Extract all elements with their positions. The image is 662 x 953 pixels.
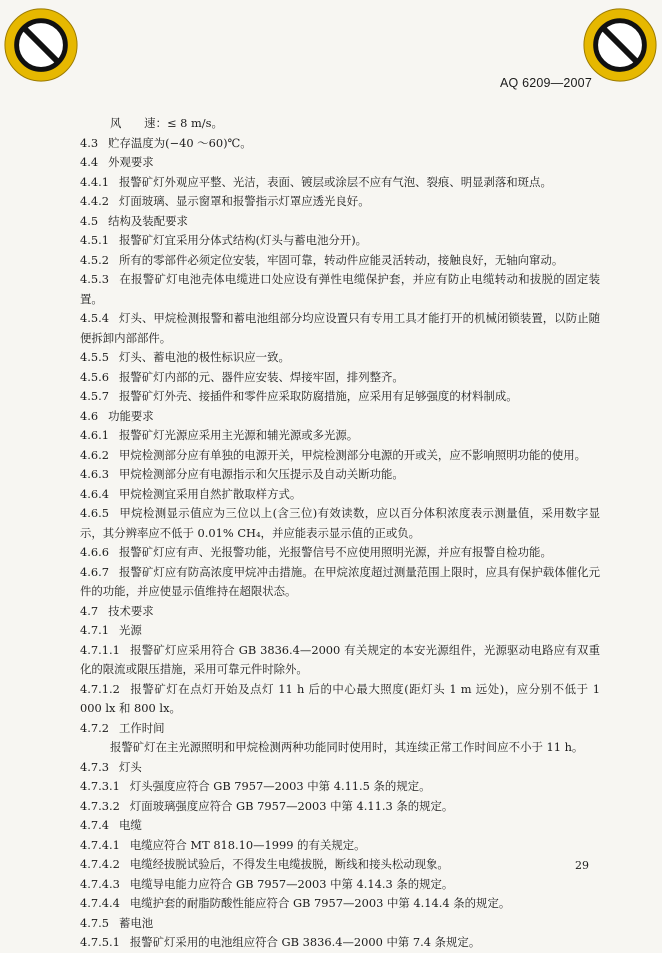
clause-4-4-2 [80, 192, 600, 212]
clause-number: 4.7.1.2 [80, 681, 120, 696]
clause-4-3 [80, 134, 600, 154]
text-line [80, 114, 600, 134]
clause-text: 电缆经拔脱试验后，不得发生电缆拔脱，断线和接头松动现象。 [129, 857, 449, 871]
clause-text: 报警矿灯在主光源照明和甲烷检测两种功能同时使用时，其连续正常工作时间应不小于 11 h。 [110, 740, 584, 754]
clause-text: 甲烷检测宜采用自然扩散取样方式。 [118, 486, 302, 501]
clause-text: 灯面玻璃强度应符合 GB 7957—2003 中第 4.11.3 条的规定。 [129, 798, 454, 813]
clause-text: 风 速：≤ 8 m/s。 [110, 116, 223, 130]
clause-4-7-1-2 [80, 680, 600, 719]
clause-text: 电缆应符合 MT 818.10—1999 的有关规定。 [129, 837, 366, 852]
clause-number: 4.7.4 [80, 818, 109, 832]
clause-text: 报警矿灯采用的电池组应符合 GB 3836.4—2000 中第 7.4 条规定。 [129, 935, 481, 949]
clause-number: 4.5.1 [80, 233, 109, 247]
clause-4-5-2 [80, 251, 600, 271]
clause-4-7-4-1 [80, 836, 600, 856]
clause-text: 蓄电池 [118, 915, 154, 930]
clause-4-7-4-3 [80, 875, 600, 895]
clause-4-5-5 [80, 348, 600, 368]
page-number: 29 [575, 859, 589, 872]
clause-4-7-4 [80, 816, 600, 836]
clause-text: 工作时间 [118, 720, 165, 735]
clause-number: 4.7.2 [80, 720, 109, 735]
clause-4-7-5 [80, 914, 600, 934]
clause-number: 4.7.3 [80, 759, 109, 774]
clause-number: 4.6.4 [80, 486, 109, 501]
clause-4-7-4-2 [80, 855, 600, 875]
text-line [80, 738, 600, 758]
clause-number: 4.5.7 [80, 389, 109, 403]
clause-number: 4.5.6 [80, 369, 109, 384]
clause-4-7-3-2 [80, 797, 600, 817]
clause-number: 4.5.4 [80, 311, 109, 325]
clause-text: 报警矿灯光源应采用主光源和辅光源或多光源。 [118, 428, 359, 442]
pdf-xchange-badge-icon[interactable] [581, 6, 659, 84]
clause-4-7 [80, 602, 600, 622]
clause-4-6-6 [80, 543, 600, 563]
clause-4-7-3 [80, 758, 600, 778]
clause-number: 4.7.4.1 [80, 837, 120, 852]
clause-text: 灯面玻璃、显示窗罩和报警指示灯罩应透光良好。 [118, 194, 370, 208]
clause-text: 报警矿灯外壳、接插件和零件应采取防腐措施，应采用有足够强度的材料制成。 [118, 389, 518, 403]
clause-number: 4.7.3.2 [80, 798, 120, 813]
clause-4-5-1 [80, 231, 600, 251]
clause-text: 技术要求 [108, 603, 154, 618]
clause-number: 4.6 [80, 408, 99, 423]
clause-text: 报警矿灯应采用符合 GB 3836.4—2000 有关规定的本安光源组件，光源驱动电路应有双重化的限流或限压措施，采用可靠元件时除外。 [80, 642, 600, 676]
clause-4-4-1 [80, 173, 600, 193]
clause-number: 4.7 [80, 603, 99, 618]
clause-text: 电缆护套的耐脂防酸性能应符合 GB 7957—2003 中第 4.14.4 条的规定。 [129, 896, 511, 910]
clause-number: 4.5 [80, 213, 99, 228]
clause-number: 4.3 [80, 135, 99, 150]
clause-text: 报警矿灯内部的元、器件应安装、焊接牢固，排列整齐。 [118, 369, 404, 384]
clause-text: 报警矿灯应有防高浓度甲烷冲击措施。在甲烷浓度超过测量范围上限时，应具有保护载体催化元件的功能，并应使显示值维持在超限状态。 [80, 564, 600, 598]
clause-number: 4.6.7 [80, 564, 109, 579]
clause-4-4 [80, 153, 600, 173]
clause-4-6-2 [80, 446, 600, 466]
clause-number: 4.6.5 [80, 506, 109, 520]
clause-4-6-7 [80, 563, 600, 602]
clause-number: 4.4.2 [80, 194, 109, 208]
clause-number: 4.6.2 [80, 447, 109, 462]
clause-text: 报警矿灯在点灯开始及点灯 11 h 后的中心最大照度(距灯头 1 m 远处)，应分别不低于 1 000 lx 和 800 lx。 [80, 681, 600, 715]
clause-text: 甲烷检测部分应有单独的电源开关，甲烷检测部分电源的开或关，应不影响照明功能的使用。 [118, 447, 587, 462]
clause-number: 4.7.3.1 [80, 779, 120, 793]
clause-text: 外观要求 [108, 155, 154, 169]
clause-4-5 [80, 212, 600, 232]
clause-4-6-5 [80, 504, 600, 543]
clause-text: 甲烷检测显示值应为三位以上(含三位)有效读数，应以百分体积浓度表示测量值，采用数字显示，其分辨率应不低于 0.01% CH₄，并应能表示显示值的正或负。 [80, 506, 600, 540]
clause-4-6-3 [80, 465, 600, 485]
clause-number: 4.7.1.1 [80, 642, 120, 657]
clause-number: 4.7.5.1 [80, 935, 120, 949]
standard-number: AQ 6209—2007 [499, 76, 592, 90]
clause-text: 报警矿灯宜采用分体式结构(灯头与蓄电池分开)。 [118, 233, 368, 247]
clause-4-5-4 [80, 309, 600, 348]
clause-number: 4.6.1 [80, 428, 109, 442]
clause-text: 结构及装配要求 [108, 213, 188, 228]
pdf-xchange-badge-icon[interactable] [2, 6, 80, 84]
clause-4-6-4 [80, 485, 600, 505]
clause-number: 4.5.3 [80, 272, 109, 286]
clause-number: 4.7.1 [80, 623, 109, 637]
clause-text: 灯头 [118, 759, 142, 774]
clause-text: 在报警矿灯电池壳体电缆进口处应设有弹性电缆保护套，并应有防止电缆转动和拔脱的固定装置。 [80, 272, 600, 306]
clause-number: 4.7.4.2 [80, 857, 120, 871]
clause-number: 4.7.4.4 [80, 896, 120, 910]
clause-text: 灯头、蓄电池的极性标识应一致。 [118, 350, 290, 364]
clause-4-7-2 [80, 719, 600, 739]
clause-number: 4.6.3 [80, 467, 109, 481]
clause-number: 4.5.5 [80, 350, 109, 364]
clause-number: 4.7.4.3 [80, 876, 120, 891]
clause-text: 灯头、甲烷检测报警和蓄电池组部分均应设置只有专用工具才能打开的机械闭锁装置，以防止随便拆卸内部部件。 [80, 311, 600, 345]
clause-number: 4.4.1 [80, 174, 109, 189]
clause-4-7-1 [80, 621, 600, 641]
clause-number: 4.5.2 [80, 252, 109, 267]
clause-4-5-3 [80, 270, 600, 309]
clause-text: 所有的零部件必须定位安装，牢固可靠，转动件应能灵活转动，接触良好，无轴向窜动。 [118, 252, 564, 267]
clause-text: 报警矿灯外观应平整、光洁，表面、镀层或涂层不应有气泡、裂痕、明显剥落和斑点。 [118, 174, 552, 189]
clause-text: 灯头强度应符合 GB 7957—2003 中第 4.11.5 条的规定。 [129, 779, 431, 793]
clause-text: 光源 [118, 623, 142, 637]
clause-4-7-4-4 [80, 894, 600, 914]
clause-4-5-7 [80, 387, 600, 407]
clause-4-6-1 [80, 426, 600, 446]
clause-text: 甲烷检测部分应有电源指示和欠压提示及自动关断功能。 [118, 467, 404, 481]
clause-4-7-1-1 [80, 641, 600, 680]
clause-number: 4.4 [80, 155, 99, 169]
clause-4-5-6 [80, 368, 600, 388]
clause-text: 功能要求 [108, 408, 154, 423]
document-body [80, 114, 600, 953]
clause-text: 报警矿灯应有声、光报警功能，光报警信号不应使用照明光源，并应有报警自检功能。 [118, 545, 552, 559]
clause-4-7-3-1 [80, 777, 600, 797]
clause-number: 4.7.5 [80, 915, 109, 930]
clause-text: 贮存温度为(−40 ～60)℃。 [108, 135, 252, 150]
clause-number: 4.6.6 [80, 545, 109, 559]
clause-text: 电缆导电能力应符合 GB 7957—2003 中第 4.14.3 条的规定。 [129, 876, 454, 891]
clause-text: 电缆 [118, 818, 142, 832]
clause-4-6 [80, 407, 600, 427]
